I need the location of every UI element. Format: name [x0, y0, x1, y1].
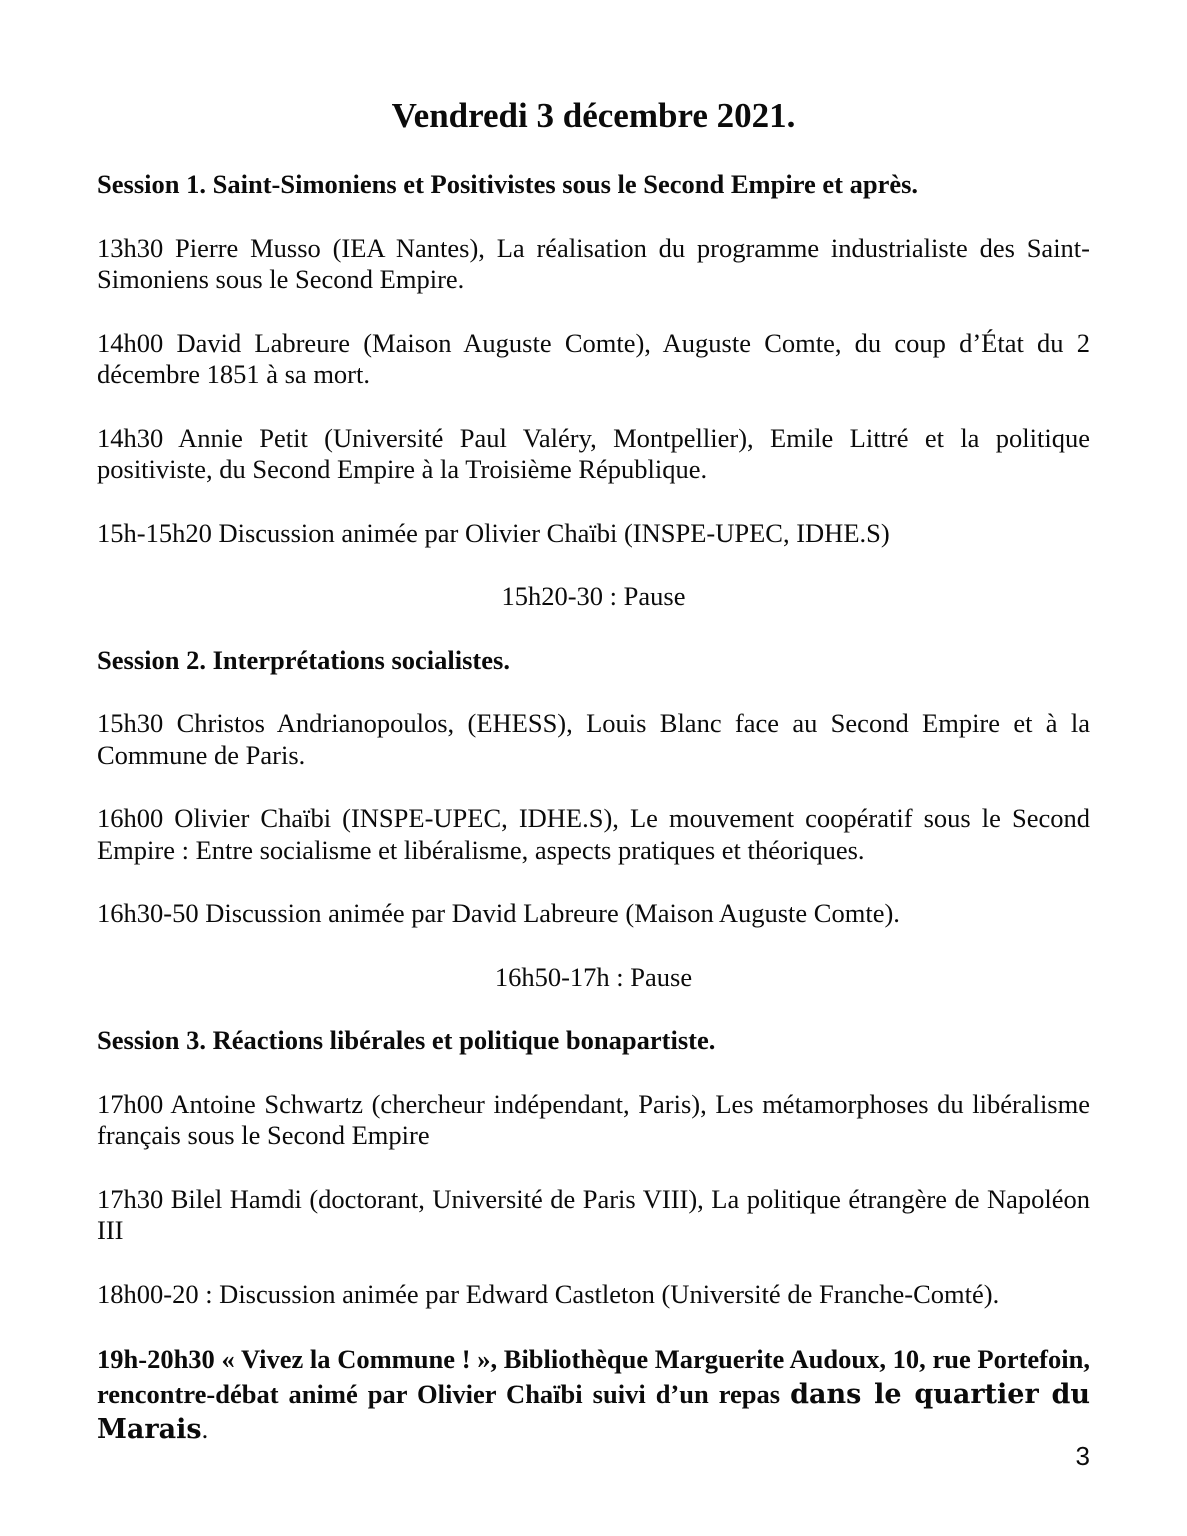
closing-event-location: dans le quartier du Marais	[97, 1379, 1090, 1445]
agenda-item-17h30: 17h30 Bilel Hamdi (doctorant, Université de Paris VIII), La politique étrangère de Napoléon III	[97, 1183, 1090, 1245]
pause-2: 16h50-17h : Pause	[494, 961, 693, 992]
page-title: Vendredi 3 décembre 2021.	[391, 96, 796, 135]
agenda-item-14h30: 14h30 Annie Petit (Université Paul Valéry, Montpellier), Emile Littré et la politique positiviste, du Second Empire à la Troisième République.	[97, 422, 1090, 484]
session-3-heading: Session 3. Réactions libérales et politique bonapartiste.	[97, 1025, 716, 1055]
agenda-item-16h30-discussion: 16h30-50 Discussion animée par David Labreure (Maison Auguste Comte).	[97, 898, 900, 928]
agenda-item-13h30: 13h30 Pierre Musso (IEA Nantes), La réalisation du programme industrialiste des Saint-Simoniens sous le Second Empire.	[97, 232, 1090, 294]
closing-event-period: .	[201, 1414, 209, 1444]
pause-1: 15h20-30 : Pause	[501, 581, 686, 611]
session-2-heading: Session 2. Interprétations socialistes.	[97, 644, 510, 675]
agenda-item-16h00: 16h00 Olivier Chaïbi (INSPE-UPEC, IDHE.S), Le mouvement coopératif sous le Second Empire : Entre socialisme et libéralisme, aspects pratiques et théoriques.	[97, 803, 1090, 865]
session-1-heading: Session 1. Saint-Simoniens et Positivistes sous le Second Empire et après.	[97, 169, 919, 199]
closing-event	[97, 1342, 1090, 1447]
agenda-item-18h00-discussion: 18h00-20 : Discussion animée par Edward Castleton (Université de Franche-Comté).	[97, 1278, 1000, 1309]
agenda-item-14h00: 14h00 David Labreure (Maison Auguste Comte), Auguste Comte, du coup d’État du 2 décembre 1851 à sa mort.	[97, 327, 1090, 389]
closing-event-main: 19h-20h30 « Vivez la Commune ! », Bibliothèque Marguerite Audoux, 10, rue Portefoin, rencontre-débat animé par Olivier Chaïbi suivi d’un repas	[97, 1344, 1090, 1409]
agenda-item-17h00: 17h00 Antoine Schwartz (chercheur indépendant, Paris), Les métamorphoses du libéralisme français sous le Second Empire	[97, 1088, 1090, 1150]
agenda-item-15h30: 15h30 Christos Andrianopoulos, (EHESS), Louis Blanc face au Second Empire et à la Commune de Paris.	[97, 708, 1090, 770]
agenda-item-15h-discussion: 15h-15h20 Discussion animée par Olivier Chaïbi (INSPE-UPEC, IDHE.S)	[97, 517, 890, 548]
page-number: 3	[1075, 1441, 1090, 1471]
